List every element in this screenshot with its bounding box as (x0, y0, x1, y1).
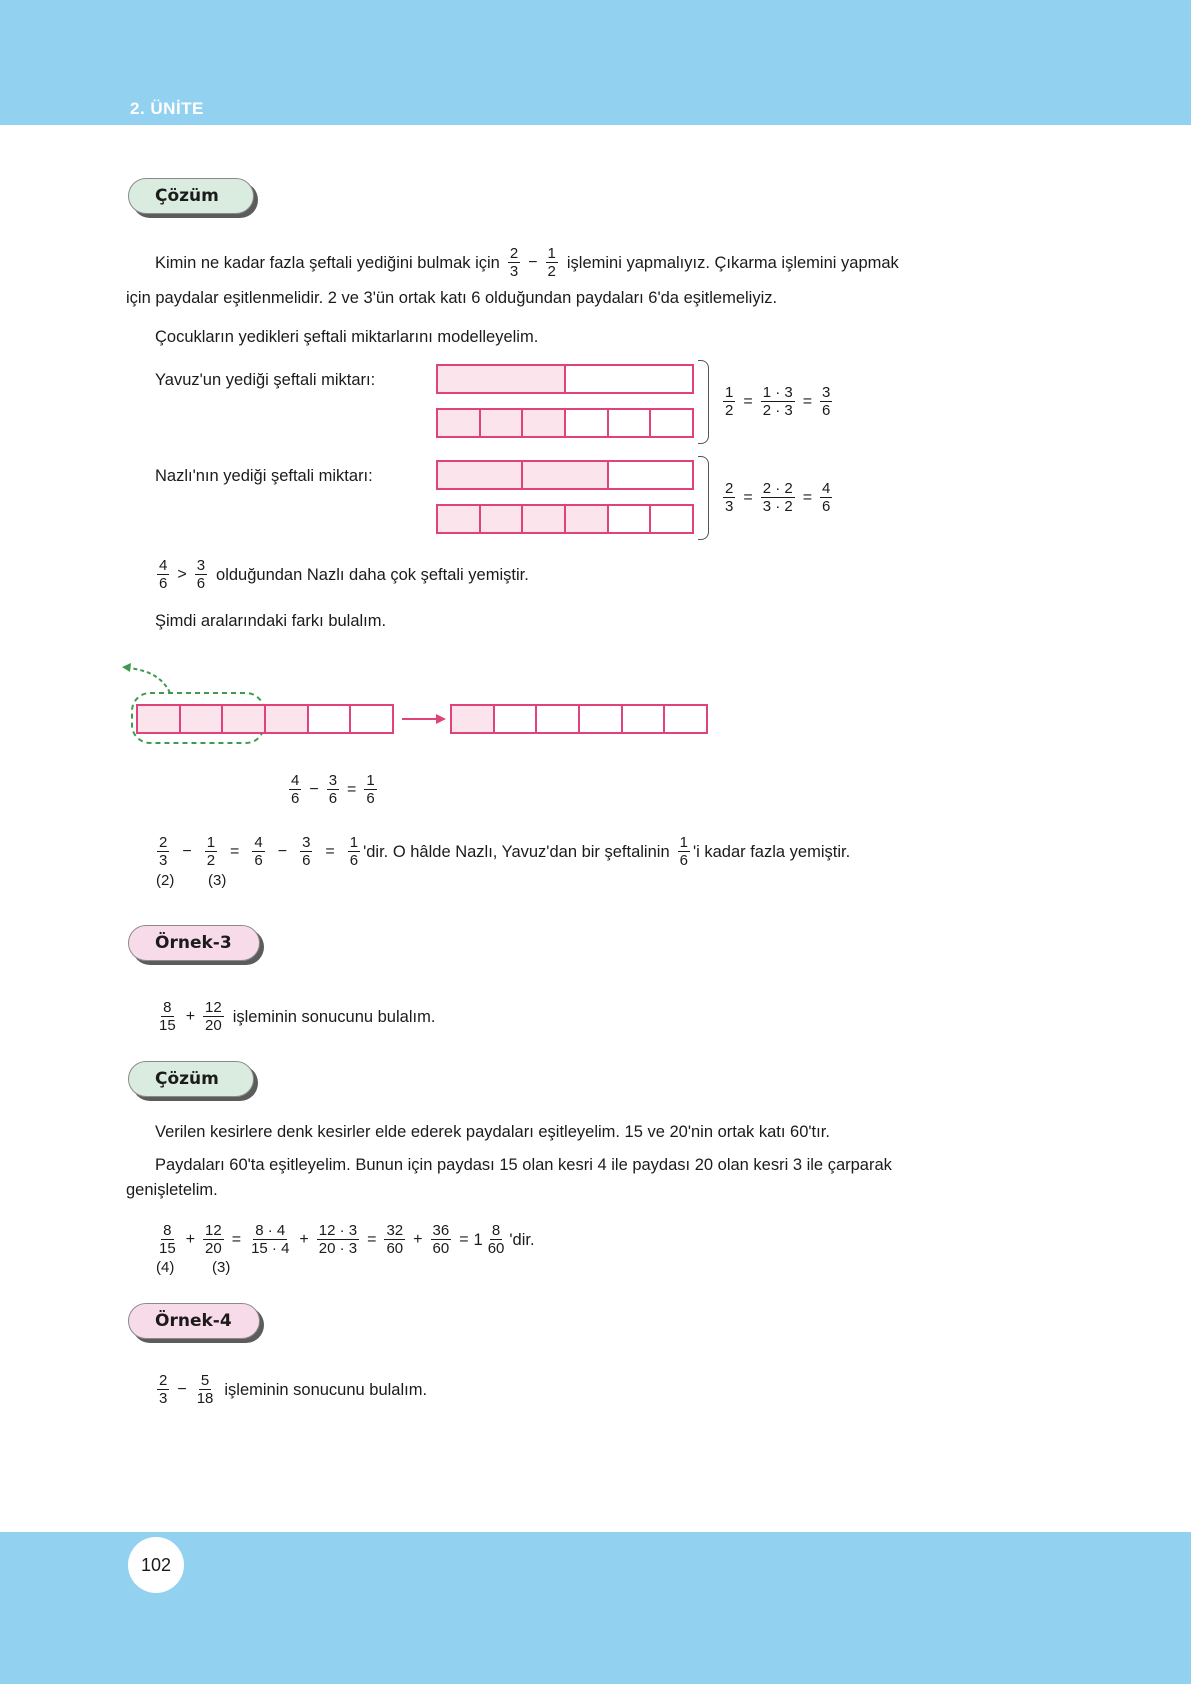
multiplier-label: (3) (208, 872, 227, 889)
paragraph-2: Çocukların yedikleri şeftali miktarlarını modelleyelim. (155, 328, 539, 346)
yavuz-equation: $\frac{1}{2}$ = $\frac{1 \cdot 3}{2 \cdot 3}$ = $\frac{3}{6}$ (725, 384, 831, 419)
text: işlemini yapmalıyız. Çıkarma işlemini yapmak (566, 253, 899, 272)
difference-strip-right (450, 704, 708, 734)
yavuz-label: Yavuz'un yediği şeftali miktarı: (155, 371, 376, 389)
result-line: $\frac{2}{3}$ − $\frac{1}{2}$ = $\frac{4}{6}$ − $\frac{3}{6}$ = $\frac{1}{6}$ 'dir. O hâlde Nazlı, Yavuz'dan bir şeftalinin $\frac{1}{6}$ 'i kadar fazla yemiştir. (159, 834, 851, 869)
cozum-badge-2: Çözüm (128, 1061, 254, 1097)
ornek4-badge: Örnek-4 (128, 1303, 260, 1339)
paragraph-4: Verilen kesirlere denk kesirler elde ederek paydaları eşitleyelim. 15 ve 20'nin ortak katı 60'tır. (155, 1123, 830, 1141)
paragraph-1 (155, 245, 899, 280)
fraction-1-2: $\frac{1}{2}$ (547, 245, 556, 280)
nazli-sixths-strip (436, 504, 694, 534)
strip-cell-filled (438, 366, 564, 392)
brace (698, 456, 709, 540)
ornek3-badge: Örnek-3 (128, 925, 260, 961)
paragraph-5: Paydaları 60'ta eşitleyelim. Bunun için paydası 15 olan kesri 4 ile paydası 20 olan kesri 3 ile çarparak (155, 1156, 892, 1174)
cozum-badge-1 (128, 178, 254, 214)
fraction-2-3: $\frac{2}{3}$ (509, 245, 519, 280)
difference-equation: $\frac{4}{6}$ − $\frac{3}{6}$ = $\frac{1}{6}$ (291, 772, 375, 807)
multiplier-label: (2) (156, 872, 175, 889)
text: Kimin ne kadar fazla şeftali yediğini bulmak için (155, 253, 500, 272)
page-number: 102 (128, 1537, 184, 1593)
multiplier-label: (4) (156, 1259, 175, 1276)
arrow-head-icon (122, 663, 131, 672)
yavuz-halves-strip (436, 364, 694, 394)
yavuz-sixths-strip (436, 408, 694, 438)
difference-strip-left (136, 704, 394, 734)
nazli-label: Nazlı'nın yediği şeftali miktarı: (155, 467, 373, 485)
badge-label: Çözüm (155, 186, 219, 206)
minus-op: − (528, 253, 538, 271)
paragraph-1-cont: için paydalar eşitlenmelidir. 2 ve 3'ün ortak katı 6 olduğundan paydaları 6'da eşitlemeliyiz. (126, 289, 778, 307)
curved-arrow-icon (128, 668, 170, 693)
comparison-line: $\frac{4}{6}$ > $\frac{3}{6}$ olduğundan Nazlı daha çok şeftali yemiştir. (159, 557, 529, 592)
ornek3-statement: $\frac{8}{15}$ + $\frac{12}{20}$ işleminin sonucunu bulalım. (159, 999, 436, 1034)
brace (698, 360, 709, 444)
paragraph-5-cont: genişletelim. (126, 1181, 218, 1199)
expansion-equation: $\frac{8}{15}$ + $\frac{12}{20}$ = $\frac{8 \cdot 4}{15 \cdot 4}$ + $\frac{12 \cdot 3}{20 \cdot 3}$ = $\frac{32}{60}$ + $\frac{36}{60}$ = 1 $\frac{8}{60}$ 'dir. (159, 1222, 535, 1257)
multiplier-label: (3) (212, 1259, 231, 1276)
paragraph-3: Şimdi aralarındaki farkı bulalım. (155, 612, 387, 630)
nazli-equation: $\frac{2}{3}$ = $\frac{2 \cdot 2}{3 \cdot 2}$ = $\frac{4}{6}$ (725, 480, 831, 515)
right-arrow-svg (400, 708, 450, 730)
nazli-thirds-strip (436, 460, 694, 490)
strip-cell (564, 366, 692, 392)
unit-title: 2. ÜNİTE (130, 99, 204, 118)
ornek4-statement: $\frac{2}{3}$ − $\frac{5}{18}$ işleminin sonucunu bulalım. (159, 1372, 428, 1407)
